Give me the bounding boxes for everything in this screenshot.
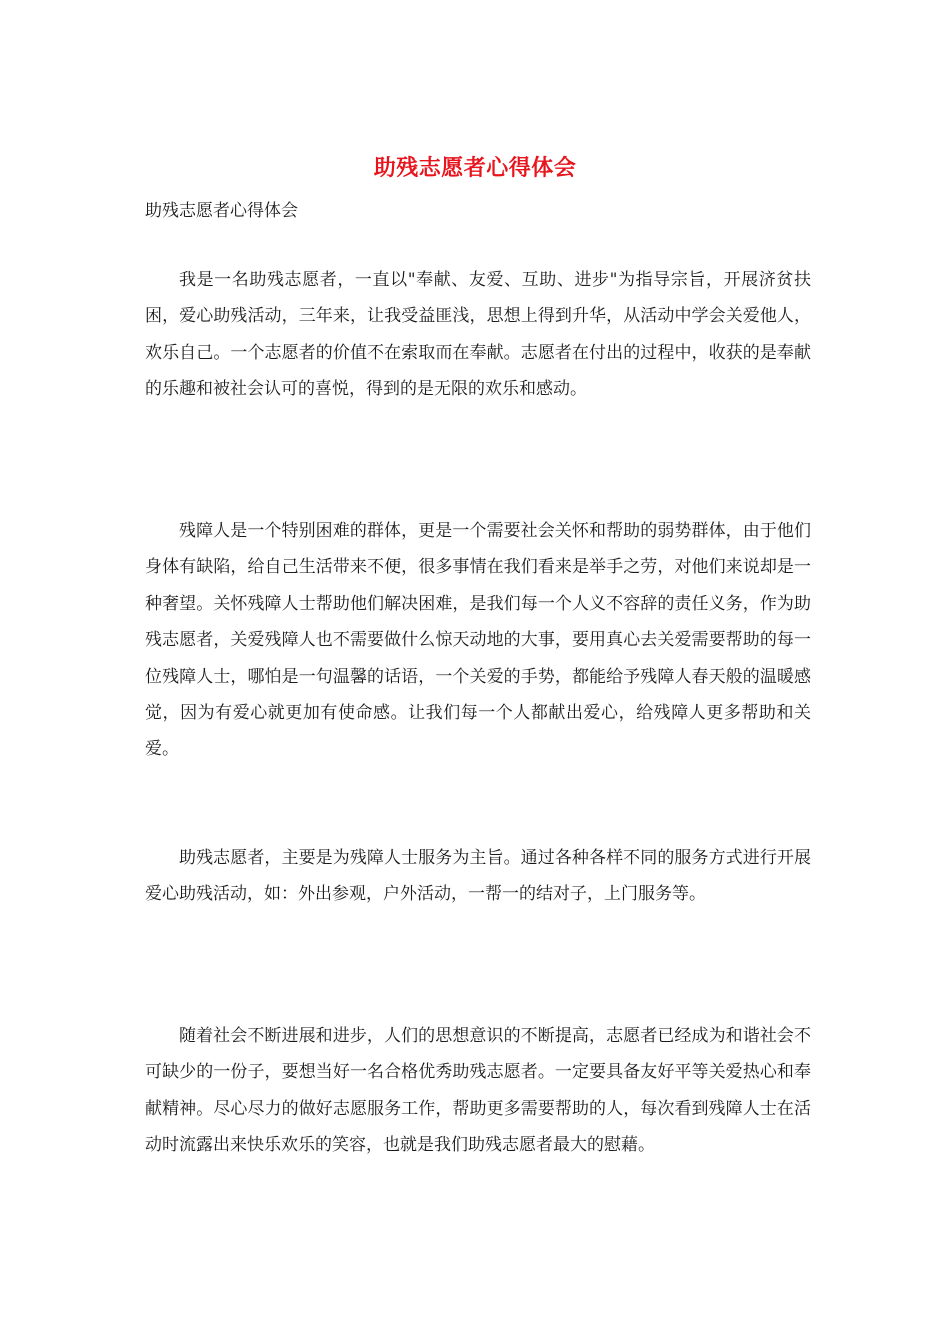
paragraph: 助残志愿者，主要是为残障人士服务为主旨。通过各种各样不同的服务方式进行开展爱心助残活动，如：外出参观，户外活动，一帮一的结对子，上门服务等。 xyxy=(145,848,811,905)
paragraph: 我是一名助残志愿者，一直以"奉献、友爱、互助、进步"为指导宗旨，开展济贫扶困，爱心助残活动，三年来，让我受益匪浅，思想上得到升华，从活动中学会关爱他人，欢乐自己。一个志愿者的价值不在索取而在奉献。志愿者在付出的过程中，收获的是奉献的乐趣和被社会认可的喜悦，得到的是无限的欢乐和感动。 xyxy=(145,270,811,400)
paragraph: 随着社会不断进展和进步，人们的思想意识的不断提高，志愿者已经成为和谐社会不可缺少的一份子，要想当好一名合格优秀助残志愿者。一定要具备友好平等关爱热心和奉献精神。尽心尽力的做好志愿服务工作，帮助更多需要帮助的人，每次看到残障人士在活动时流露出来快乐欢乐的笑容，也就是我们助残志愿者最大的慰藉。 xyxy=(145,1026,811,1156)
document-subtitle: 助残志愿者心得体会 xyxy=(145,201,298,221)
document-title: 助残志愿者心得体会 xyxy=(373,155,577,181)
paragraph: 残障人是一个特别困难的群体，更是一个需要社会关怀和帮助的弱势群体，由于他们身体有缺陷，给自己生活带来不便，很多事情在我们看来是举手之劳，对他们来说却是一种奢望。关怀残障人士帮助他们解决困难，是我们每一个人义不容辞的责任义务，作为助残志愿者，关爱残障人也不需要做什么惊天动地的大事，要用真心去关爱需要帮助的每一位残障人士，哪怕是一句温馨的话语，一个关爱的手势，都能给予残障人春天般的温暖感觉，因为有爱心就更加有使命感。让我们每一个人都献出爱心，给残障人更多帮助和关爱。 xyxy=(145,521,811,760)
